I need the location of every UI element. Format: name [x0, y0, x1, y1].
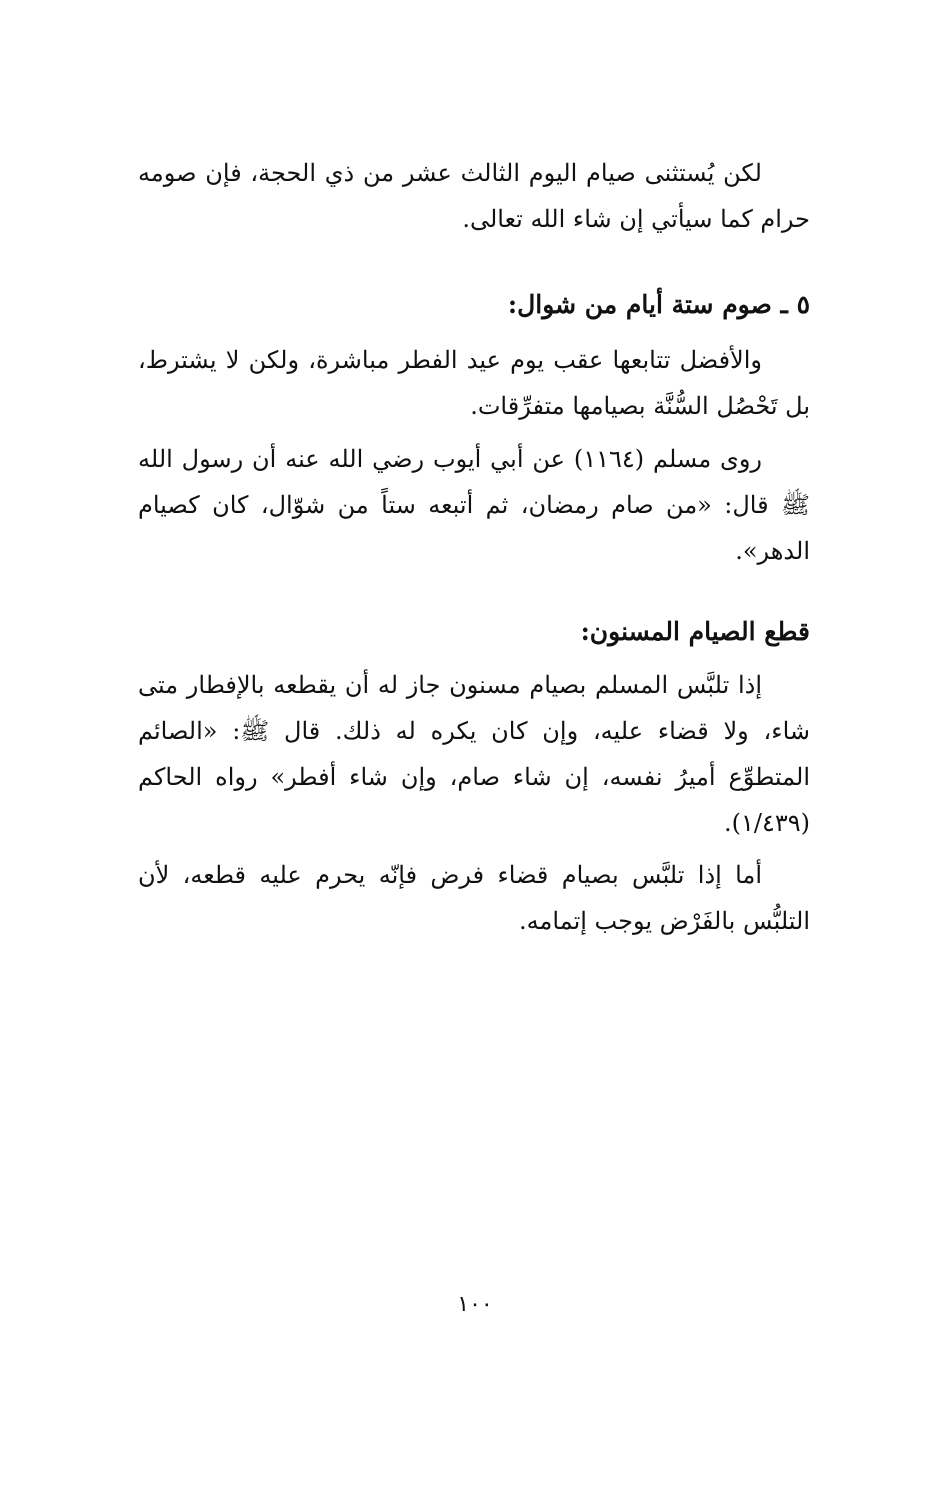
section-heading-breaking-sunnah-fast: قطع الصيام المسنون: — [580, 617, 810, 646]
section-heading-six-days-shawwal: ٥ ـ صوم ستة أيام من شوال: — [507, 290, 810, 319]
paragraph-hadith-muslim: روى مسلم (١١٦٤) عن أبي أيوب رضي الله عنه أن رسول الله ﷺ قال: «من صام رمضان، ثم أتبعه ستاً من شوّال، كان كصيام الدهر». — [138, 445, 810, 565]
paragraph-obligatory-makeup-fast: أما إذا تلبَّس بصيام قضاء فرض فإنّه يحرم عليه قطعه، لأن التلبُّس بالفَرْض يوجب إتمامه. — [138, 861, 810, 935]
paragraph-exception-dhul-hijjah: لكن يُستثنى صيام اليوم الثالث عشر من ذي الحجة، فإن صومه حرام كما سيأتي إن شاء الله تعالى. — [138, 159, 810, 233]
paragraph-voluntary-fast-ruling: إذا تلبَّس المسلم بصيام مسنون جاز له أن يقطعه بالإفطار متى شاء، ولا قضاء عليه، وإن كان يكره له ذلك. قال ﷺ: «الصائم المتطوِّع أميرُ نفسه، إن شاء صام، وإن شاء أفطر» رواه الحاكم (١/٤٣٩). — [138, 671, 810, 837]
page-number: ١٠٠ — [457, 1292, 493, 1317]
paragraph-consecutive-fasting: والأفضل تتابعها عقب يوم عيد الفطر مباشرة، ولكن لا يشترط، بل تَحْصُل السُّنَّة بصيامها متفرِّقات. — [138, 346, 810, 420]
